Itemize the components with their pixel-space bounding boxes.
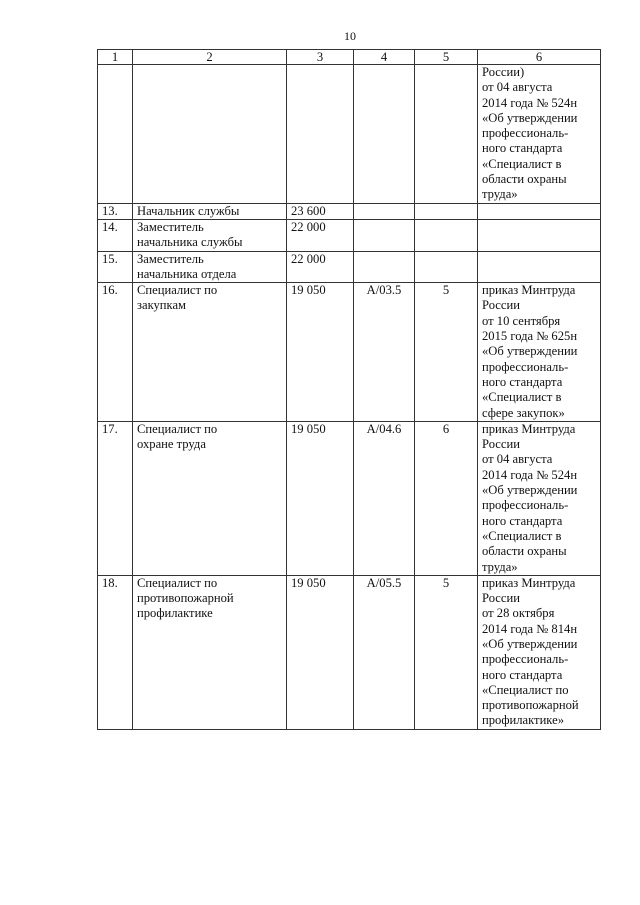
staff-table bbox=[97, 49, 601, 730]
position-name bbox=[133, 575, 287, 729]
order-line: от 04 августа bbox=[482, 80, 553, 95]
continuation-code-cell bbox=[354, 65, 415, 204]
order-line: ного стандарта bbox=[482, 667, 563, 682]
name-line: Специалист по bbox=[137, 283, 218, 298]
table-row bbox=[98, 575, 601, 729]
order-line: приказ Минтруда bbox=[482, 575, 576, 590]
name-line: противопожарной bbox=[137, 591, 234, 606]
row-number: 15. bbox=[98, 251, 133, 283]
function-code bbox=[354, 251, 415, 283]
function-code: А/05.5 bbox=[354, 575, 415, 729]
header-cell-6: 6 bbox=[478, 50, 601, 65]
salary-value: 19 050 bbox=[287, 421, 354, 575]
continuation-level-cell bbox=[415, 65, 478, 204]
function-code bbox=[354, 203, 415, 219]
continuation-order-cell bbox=[478, 65, 601, 204]
row-number: 16. bbox=[98, 283, 133, 422]
position-name bbox=[133, 219, 287, 251]
name-line: профилактике bbox=[137, 606, 213, 621]
header-cell-2: 2 bbox=[133, 50, 287, 65]
order-line: «Специалист в bbox=[482, 390, 562, 405]
header-cell-4: 4 bbox=[354, 50, 415, 65]
salary-value: 19 050 bbox=[287, 283, 354, 422]
order-line: труда» bbox=[482, 187, 518, 202]
row-number: 17. bbox=[98, 421, 133, 575]
position-name bbox=[133, 421, 287, 575]
name-line: Заместитель bbox=[137, 251, 204, 266]
order-line: 2015 года № 625н bbox=[482, 329, 578, 344]
order-cell bbox=[478, 251, 601, 283]
continuation-salary-cell bbox=[287, 65, 354, 204]
table-row bbox=[98, 203, 601, 219]
row-number: 18. bbox=[98, 575, 133, 729]
order-line: России bbox=[482, 591, 520, 606]
order-line: приказ Минтруда bbox=[482, 283, 576, 298]
header-cell-5: 5 bbox=[415, 50, 478, 65]
order-cell bbox=[478, 203, 601, 219]
table-header bbox=[98, 50, 601, 65]
position-name bbox=[133, 283, 287, 422]
qualification-level bbox=[415, 251, 478, 283]
order-line: профессиональ- bbox=[482, 498, 569, 513]
table-row bbox=[98, 251, 601, 283]
salary-value: 23 600 bbox=[287, 203, 354, 219]
continuation-num-cell bbox=[98, 65, 133, 204]
header-cell-3: 3 bbox=[287, 50, 354, 65]
table-row bbox=[98, 283, 601, 422]
order-line: «Специалист в bbox=[482, 528, 562, 543]
order-line: «Об утверждении bbox=[482, 110, 578, 125]
order-cell bbox=[478, 575, 601, 729]
continuation-name-cell bbox=[133, 65, 287, 204]
position-name bbox=[133, 251, 287, 283]
order-line: России bbox=[482, 437, 520, 452]
order-cell bbox=[478, 421, 601, 575]
order-line: области охраны bbox=[482, 544, 567, 559]
page-number: 10 bbox=[344, 29, 356, 43]
order-line: 2014 года № 814н bbox=[482, 621, 578, 636]
header-cell-1: 1 bbox=[98, 50, 133, 65]
order-line: 2014 года № 524н bbox=[482, 95, 578, 110]
name-line: начальника службы bbox=[137, 235, 243, 250]
qualification-level: 6 bbox=[415, 421, 478, 575]
order-line: от 28 октября bbox=[482, 606, 555, 621]
order-line: России) bbox=[482, 65, 525, 79]
function-code: А/04.6 bbox=[354, 421, 415, 575]
order-line: от 04 августа bbox=[482, 452, 553, 467]
order-line: «Специалист по bbox=[482, 682, 569, 697]
order-line: сфере закупок» bbox=[482, 405, 565, 420]
name-line: Заместитель bbox=[137, 219, 204, 234]
order-line: профилактике» bbox=[482, 713, 564, 728]
order-cell bbox=[478, 219, 601, 251]
order-line: от 10 сентября bbox=[482, 313, 561, 328]
table-row bbox=[98, 219, 601, 251]
name-line: Специалист по bbox=[137, 421, 218, 436]
order-line: профессиональ- bbox=[482, 652, 569, 667]
qualification-level: 5 bbox=[415, 575, 478, 729]
row-number: 13. bbox=[98, 203, 133, 219]
order-line: «Об утверждении bbox=[482, 636, 578, 651]
order-line: профессиональ- bbox=[482, 126, 569, 141]
salary-value: 19 050 bbox=[287, 575, 354, 729]
qualification-level: 5 bbox=[415, 283, 478, 422]
name-line: Специалист по bbox=[137, 575, 218, 590]
name-line: Начальник службы bbox=[137, 203, 240, 218]
function-code: А/03.5 bbox=[354, 283, 415, 422]
row-number: 14. bbox=[98, 219, 133, 251]
order-line: «Об утверждении bbox=[482, 344, 578, 359]
order-line: ного стандарта bbox=[482, 513, 563, 528]
qualification-level bbox=[415, 219, 478, 251]
order-line: России bbox=[482, 298, 520, 313]
order-line: 2014 года № 524н bbox=[482, 467, 578, 482]
header-row bbox=[98, 50, 601, 65]
continuation-row bbox=[98, 65, 601, 204]
salary-value: 22 000 bbox=[287, 219, 354, 251]
order-line: ного стандарта bbox=[482, 141, 563, 156]
order-line: области охраны bbox=[482, 172, 567, 187]
qualification-level bbox=[415, 203, 478, 219]
name-line: закупкам bbox=[137, 298, 187, 313]
position-name bbox=[133, 203, 287, 219]
order-cell bbox=[478, 283, 601, 422]
order-line: профессиональ- bbox=[482, 359, 569, 374]
name-line: охране труда bbox=[137, 437, 206, 452]
function-code bbox=[354, 219, 415, 251]
order-line: «Об утверждении bbox=[482, 483, 578, 498]
order-line: противопожарной bbox=[482, 698, 579, 713]
name-line: начальника отдела bbox=[137, 266, 237, 281]
order-line: приказ Минтруда bbox=[482, 421, 576, 436]
order-line: ного стандарта bbox=[482, 374, 563, 389]
order-line: труда» bbox=[482, 559, 518, 574]
order-line: «Специалист в bbox=[482, 156, 562, 171]
salary-value: 22 000 bbox=[287, 251, 354, 283]
table-row bbox=[98, 421, 601, 575]
